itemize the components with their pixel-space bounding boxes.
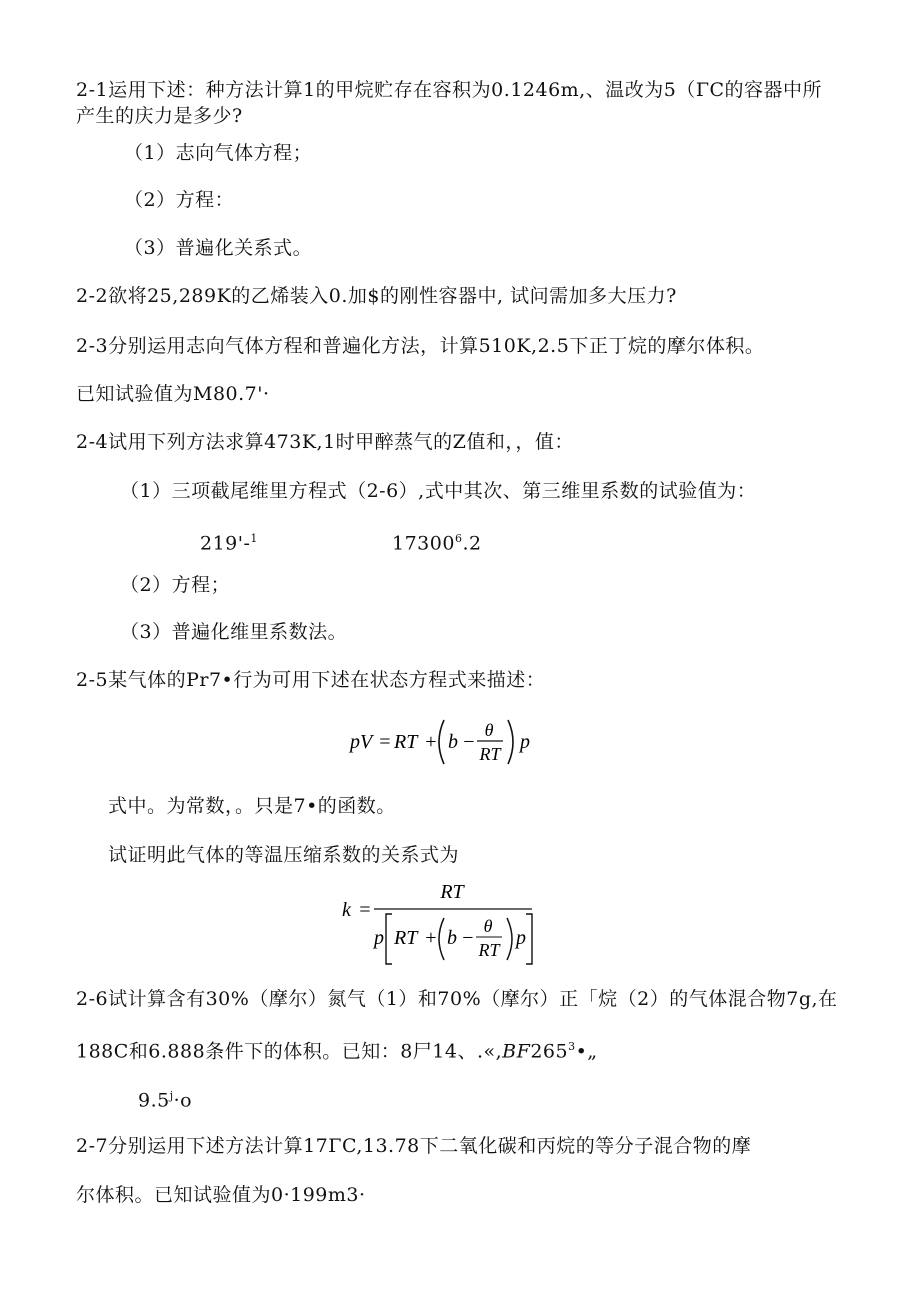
- problem-2-3-line-2: 已知试验值为M80.7'·: [76, 383, 270, 405]
- virial-coefficient-c: [392, 527, 482, 555]
- eq1-minus: −: [462, 731, 476, 753]
- eq2-minus: −: [461, 927, 475, 949]
- problem-2-5-note-1: 式中。为常数，。只是7•的函数。: [108, 795, 396, 817]
- eq1-lhs: pV: [350, 731, 373, 753]
- virial-b-exponent: 1: [250, 532, 258, 545]
- eq1-theta: θ: [484, 720, 494, 740]
- eq2-k: k: [342, 899, 351, 921]
- virial-c-tail: .2: [462, 532, 482, 555]
- problem-2-5-note-2: 试证明此气体的等温压缩系数的关系式为: [108, 844, 460, 866]
- problem-2-6-line-1: 2-6试计算含有30%（摩尔）氮气（1）和70%（摩尔）正「烷（2）的气体混合物7g,在: [76, 988, 838, 1010]
- problem-2-6-line-3-exponent: j: [169, 1089, 174, 1102]
- problem-2-4-item-3: （3）普遍化维里系数法。: [120, 621, 348, 643]
- eq2-p: p: [374, 927, 384, 949]
- eq1-p: p: [520, 731, 530, 753]
- problem-2-4-item-1: （1）三项截尾维里方程式（2-6）,式中其次、第三维里系数的试验值为：: [120, 480, 757, 502]
- problem-2-6-bf: BF: [502, 1040, 531, 1063]
- problem-2-1-item-1: （1）志向气体方程；: [124, 142, 313, 164]
- problem-2-6-line-3: [138, 1084, 192, 1112]
- virial-c-value: 17300: [392, 532, 455, 555]
- compressibility-equation: [340, 858, 540, 968]
- problem-2-5-line-1: 2-5某气体的Pr7•行为可用下述在状态方程式来描述：: [76, 669, 546, 691]
- eq1-plus: +: [424, 731, 438, 753]
- problem-2-4-line-1: 2-4试用下列方法求算473K,1时甲醉蒸气的Z值和，，值：: [76, 431, 574, 453]
- problem-2-3-line-1: 2-3分别运用志向气体方程和普遍化方法，计算510K,2.5下正丁烷的摩尔体积。: [76, 335, 765, 357]
- problem-2-6-tail: •„: [575, 1040, 598, 1063]
- eq2-theta: θ: [483, 916, 493, 936]
- problem-2-1-line-2: 产生的庆力是多少?: [76, 105, 243, 127]
- problem-2-4-item-2: （2）方程；: [120, 574, 231, 596]
- eq2-b: b: [447, 927, 457, 949]
- problem-2-7-line-2: 尔体积。已知试验值为0·199m3·: [76, 1184, 366, 1206]
- problem-2-6-line-2-text: 188C和6.888条件下的体积。已知：8尸14、.«,: [76, 1040, 503, 1063]
- problem-2-1-line-1: 2-1运用下述：种方法计算1的甲烷贮存在容积为0.1246m,、温改为5（ΓC的容器中所: [76, 79, 823, 101]
- eq2-numerator: RT: [440, 881, 464, 903]
- problem-2-6-line-3-tail: ·o: [173, 1089, 193, 1112]
- equation-of-state: [348, 716, 538, 768]
- problem-2-7-line-1: 2-7分别运用下述方法计算17ΓC,13.78下二氧化碳和丙烷的等分子混合物的摩: [76, 1135, 752, 1157]
- virial-c-exponent: 6: [454, 532, 463, 545]
- virial-coefficient-b: [200, 527, 258, 555]
- eq1-rt: RT: [394, 731, 418, 753]
- eq2-p2: p: [516, 927, 526, 949]
- eq1-b: b: [448, 731, 458, 753]
- eq2-equals: =: [358, 899, 372, 921]
- eq2-plus: +: [424, 927, 438, 949]
- problem-2-6-exponent: 3: [568, 1040, 576, 1053]
- problem-2-2-line-1: 2-2欲将25,289K的乙烯装入0.加$的刚性容器中, 试问需加多大压力?: [76, 285, 677, 307]
- problem-2-6-line-3-value: 9.5: [138, 1089, 170, 1112]
- problem-2-6-line-2: [76, 1035, 598, 1063]
- virial-b-value: 219'-: [200, 532, 251, 555]
- problem-2-1-item-2: （2）方程：: [124, 189, 235, 211]
- problem-2-6-value: 265: [530, 1040, 569, 1063]
- eq2-rt-denominator: RT: [478, 940, 500, 960]
- eq1-rt-denominator: RT: [479, 744, 501, 764]
- eq1-equals: =: [378, 731, 392, 753]
- problem-2-1-item-3: （3）普遍化关系式。: [124, 237, 313, 259]
- eq2-rt: RT: [394, 927, 418, 949]
